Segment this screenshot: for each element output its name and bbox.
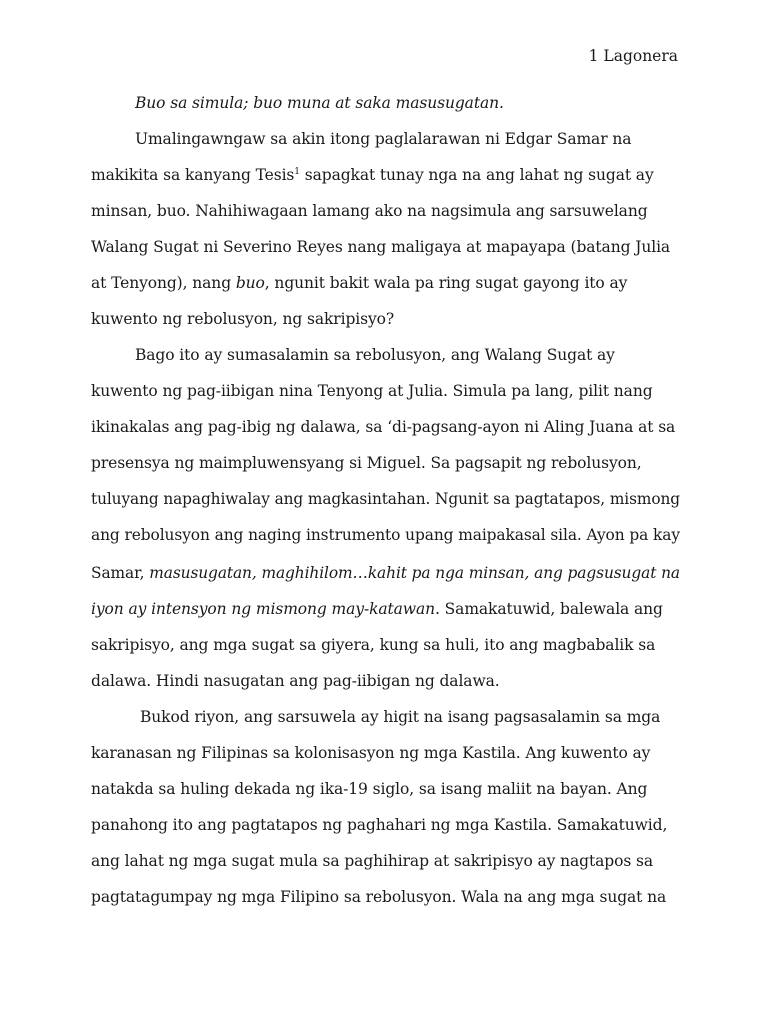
paragraph-3-line: pagtatagumpay ng mga Filipino sa rebolusyon. Wala na ang mga sugat na xyxy=(91,888,667,906)
paragraph-2-line: presensya ng maimpluwensyang si Miguel. Sa pagsapit ng rebolusyon, xyxy=(91,454,642,472)
paragraph-2-line: ang rebolusyon ang naging instrumento upang maipakasal sila. Ayon pa kay xyxy=(91,526,680,544)
emphasis-text: iyon ay intensyon ng mismong may-katawan xyxy=(91,600,435,618)
text-span: at Tenyong), nang xyxy=(91,274,236,292)
paragraph-2-line: dalawa. Hindi nasugatan ang pag-iibigan ng dalawa. xyxy=(91,672,500,690)
paragraph-2-line: tuluyang napaghiwalay ang magkasintahan. Ngunit sa pagtatapos, mismong xyxy=(91,490,680,508)
paragraph-3-line: ang lahat ng mga sugat mula sa paghihirap at sakripisyo ay nagtapos sa xyxy=(91,852,653,870)
text-span: . Samakatuwid, balewala ang xyxy=(435,600,663,618)
paragraph-1-line: Umalingawngaw sa akin itong paglalarawan ni Edgar Samar na xyxy=(135,130,632,148)
intro-quote xyxy=(135,93,504,113)
text-span: sapagkat tunay nga na ang lahat ng sugat ay xyxy=(299,166,654,184)
text-span: makikita sa kanyang Tesis xyxy=(91,166,295,184)
page-header xyxy=(589,46,678,66)
text-span: , ngunit bakit wala pa ring sugat gayong ito ay xyxy=(264,274,628,292)
paragraph-2-line: ikinakalas ang pag-ibig ng dalawa, sa ‘di-pagsang-ayon ni Aling Juana at sa xyxy=(91,418,676,436)
paragraph-3-line: Bukod riyon, ang sarsuwela ay higit na isang pagsasalamin sa mga xyxy=(140,708,661,726)
paragraph-3-line: natakda sa huling dekada ng ika-19 siglo, sa isang maliit na bayan. Ang xyxy=(91,780,648,798)
paragraph-2-line: kuwento ng pag-iibigan nina Tenyong at Julia. Simula pa lang, pilit nang xyxy=(91,382,653,400)
emphasis-text: masusugatan, maghihilom…kahit pa nga minsan, ang pagsusugat na xyxy=(149,564,680,582)
footnote-marker: 1 xyxy=(294,167,300,177)
author-name: Lagonera xyxy=(603,47,678,65)
paragraph-1-line xyxy=(91,273,627,293)
paragraph-2-line: Bago ito ay sumasalamin sa rebolusyon, ang Walang Sugat ay xyxy=(135,346,615,364)
intro-quote-text: Buo sa simula; buo muna at saka masusugatan. xyxy=(135,94,504,112)
paragraph-1-line: kuwento ng rebolusyon, ng sakripisyo? xyxy=(91,310,395,328)
paragraph-3-line: panahong ito ang pagtatapos ng paghahari ng mga Kastila. Samakatuwid, xyxy=(91,816,668,834)
paragraph-1-line: minsan, buo. Nahihiwagaan lamang ako na nagsimula ang sarsuwelang xyxy=(91,202,648,220)
paragraph-2-line xyxy=(91,563,680,583)
paragraph-1-line xyxy=(91,165,654,185)
paragraph-2-line: sakripisyo, ang mga sugat sa giyera, kung sa huli, ito ang magbabalik sa xyxy=(91,636,656,654)
paragraph-3-line: karanasan ng Filipinas sa kolonisasyon ng mga Kastila. Ang kuwento ay xyxy=(91,744,651,762)
emphasis-text: buo xyxy=(235,274,265,292)
paragraph-1-line: Walang Sugat ni Severino Reyes nang maligaya at mapayapa (batang Julia xyxy=(91,238,671,256)
page-number: 1 xyxy=(588,47,599,65)
text-span: Samar, xyxy=(91,564,150,582)
paragraph-2-line xyxy=(91,599,663,619)
